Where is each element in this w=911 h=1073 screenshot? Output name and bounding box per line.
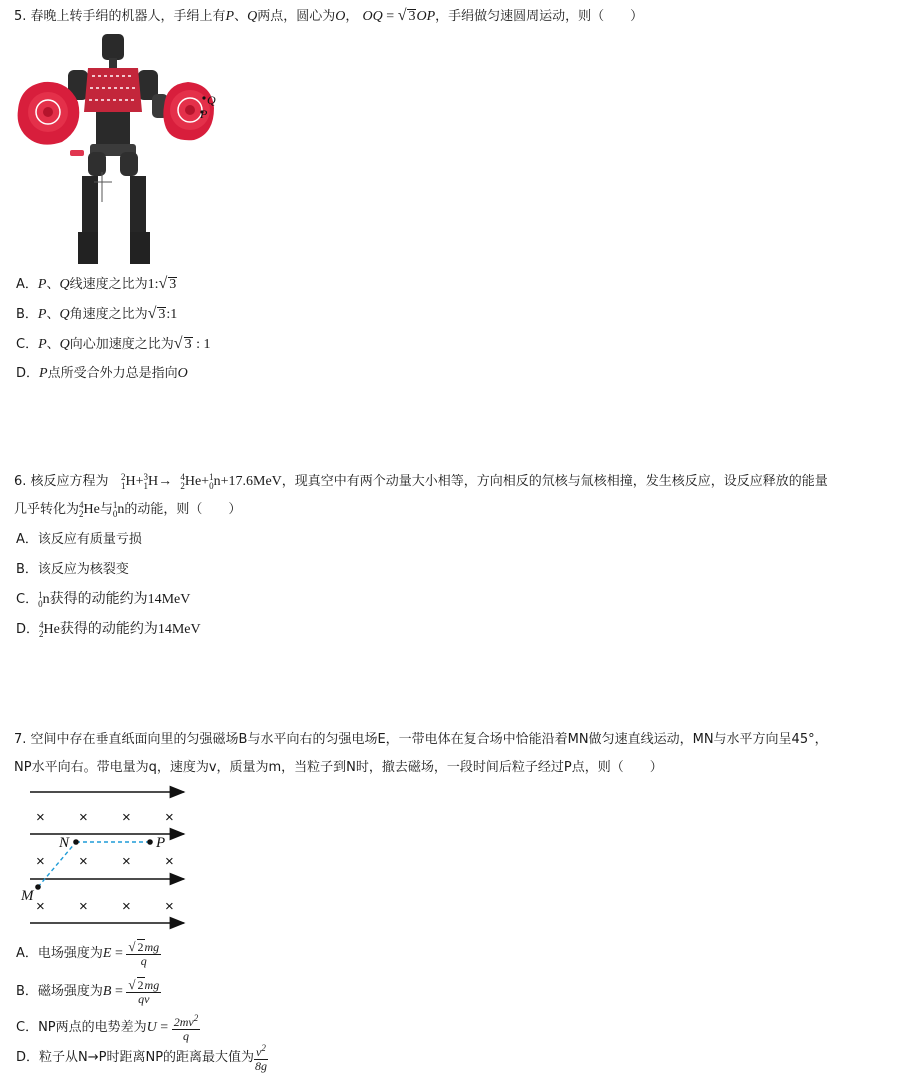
cross-mark: × xyxy=(122,853,131,870)
q5-stem: 5. 春晚上转手绢的机器人，手绢上有P、Q两点，圆心为O， OQ = √ 3OP，手绢做匀速圆周运动，则（ ） xyxy=(14,7,644,24)
cross-mark: × xyxy=(122,809,131,826)
field-diagram xyxy=(16,784,206,934)
q5-option-d[interactable]: D．P点所受合外力总是指向O xyxy=(16,366,188,381)
q7-option-c[interactable]: C．NP两点的电势差为U = $\frac{2mv^2}{q}$ xyxy=(16,1013,199,1043)
q7-option-b[interactable]: B．磁场强度为B = $\frac{√ 2mg}{qv}$ xyxy=(16,977,160,1006)
q7-option-d[interactable]: D．粒子从N→P时距离NP的距离最大值为 $\frac{v^2}{8g}$ xyxy=(16,1043,267,1073)
q6-option-b[interactable]: B．该反应为核裂变 xyxy=(16,562,129,577)
label-n: N xyxy=(59,835,70,851)
cross-mark: × xyxy=(36,809,45,826)
cross-mark: × xyxy=(79,898,88,915)
q5-option-a[interactable]: A．P、Q线速度之比为1:√ 3 xyxy=(16,275,177,292)
q7-stem-line2: NP水平向右。带电量为q，速度为v，质量为m，当粒子到N时，撤去磁场，一段时间后粒子经过P点，则（ ） xyxy=(14,760,663,775)
cross-mark: × xyxy=(165,809,174,826)
cross-mark: × xyxy=(79,809,88,826)
q6-option-d[interactable]: D． 4 2 He获得的动能约为14MeV xyxy=(16,619,201,639)
point-n xyxy=(73,839,79,845)
q7-option-a[interactable]: A．电场强度为E = $\frac{√ 2mg}{q}$ xyxy=(16,939,160,968)
cross-mark: × xyxy=(165,853,174,870)
point-m xyxy=(35,884,41,890)
q7-stem-line1: 7. 空间中存在垂直纸面向里的匀强磁场B与水平向右的匀强电场E，一带电体在复合场中恰能沿着MN做匀速直线运动，MN与水平方向呈45°， xyxy=(14,732,828,747)
q6-stem-line1: 6. 核反应方程为 2 1 H+ 3 1 H→ 4 2 He+ 1 0 n+17.6MeV，现真空中有两个动量大小相等，方向相反的氘核与氚核相撞，发生核反应，设反应释放的能量 xyxy=(14,471,828,491)
point-q-marker xyxy=(202,96,205,99)
fig-label-p: P xyxy=(200,107,208,121)
cross-mark: × xyxy=(165,898,174,915)
q5-option-b[interactable]: B．P、Q角速度之比为√ 3:1 xyxy=(16,305,178,322)
cross-mark: × xyxy=(122,898,131,915)
robot-figure xyxy=(16,32,216,268)
q6-option-c[interactable]: C． 1 0 n获得的动能约为14MeV xyxy=(16,589,191,609)
q6-option-a[interactable]: A．该反应有质量亏损 xyxy=(16,532,142,547)
q6-stem-line2: 几乎转化为 4 2 He与 1 0 n的动能，则（ ） xyxy=(14,499,242,519)
label-p: P xyxy=(156,835,166,851)
cross-mark: × xyxy=(36,853,45,870)
fig-label-q: Q xyxy=(207,93,216,107)
label-m: M xyxy=(21,888,34,904)
q5-option-c[interactable]: C．P、Q向心加速度之比为√ 3 : 1 xyxy=(16,335,211,352)
point-p xyxy=(147,839,153,845)
cross-mark: × xyxy=(36,898,45,915)
cross-mark: × xyxy=(79,853,88,870)
